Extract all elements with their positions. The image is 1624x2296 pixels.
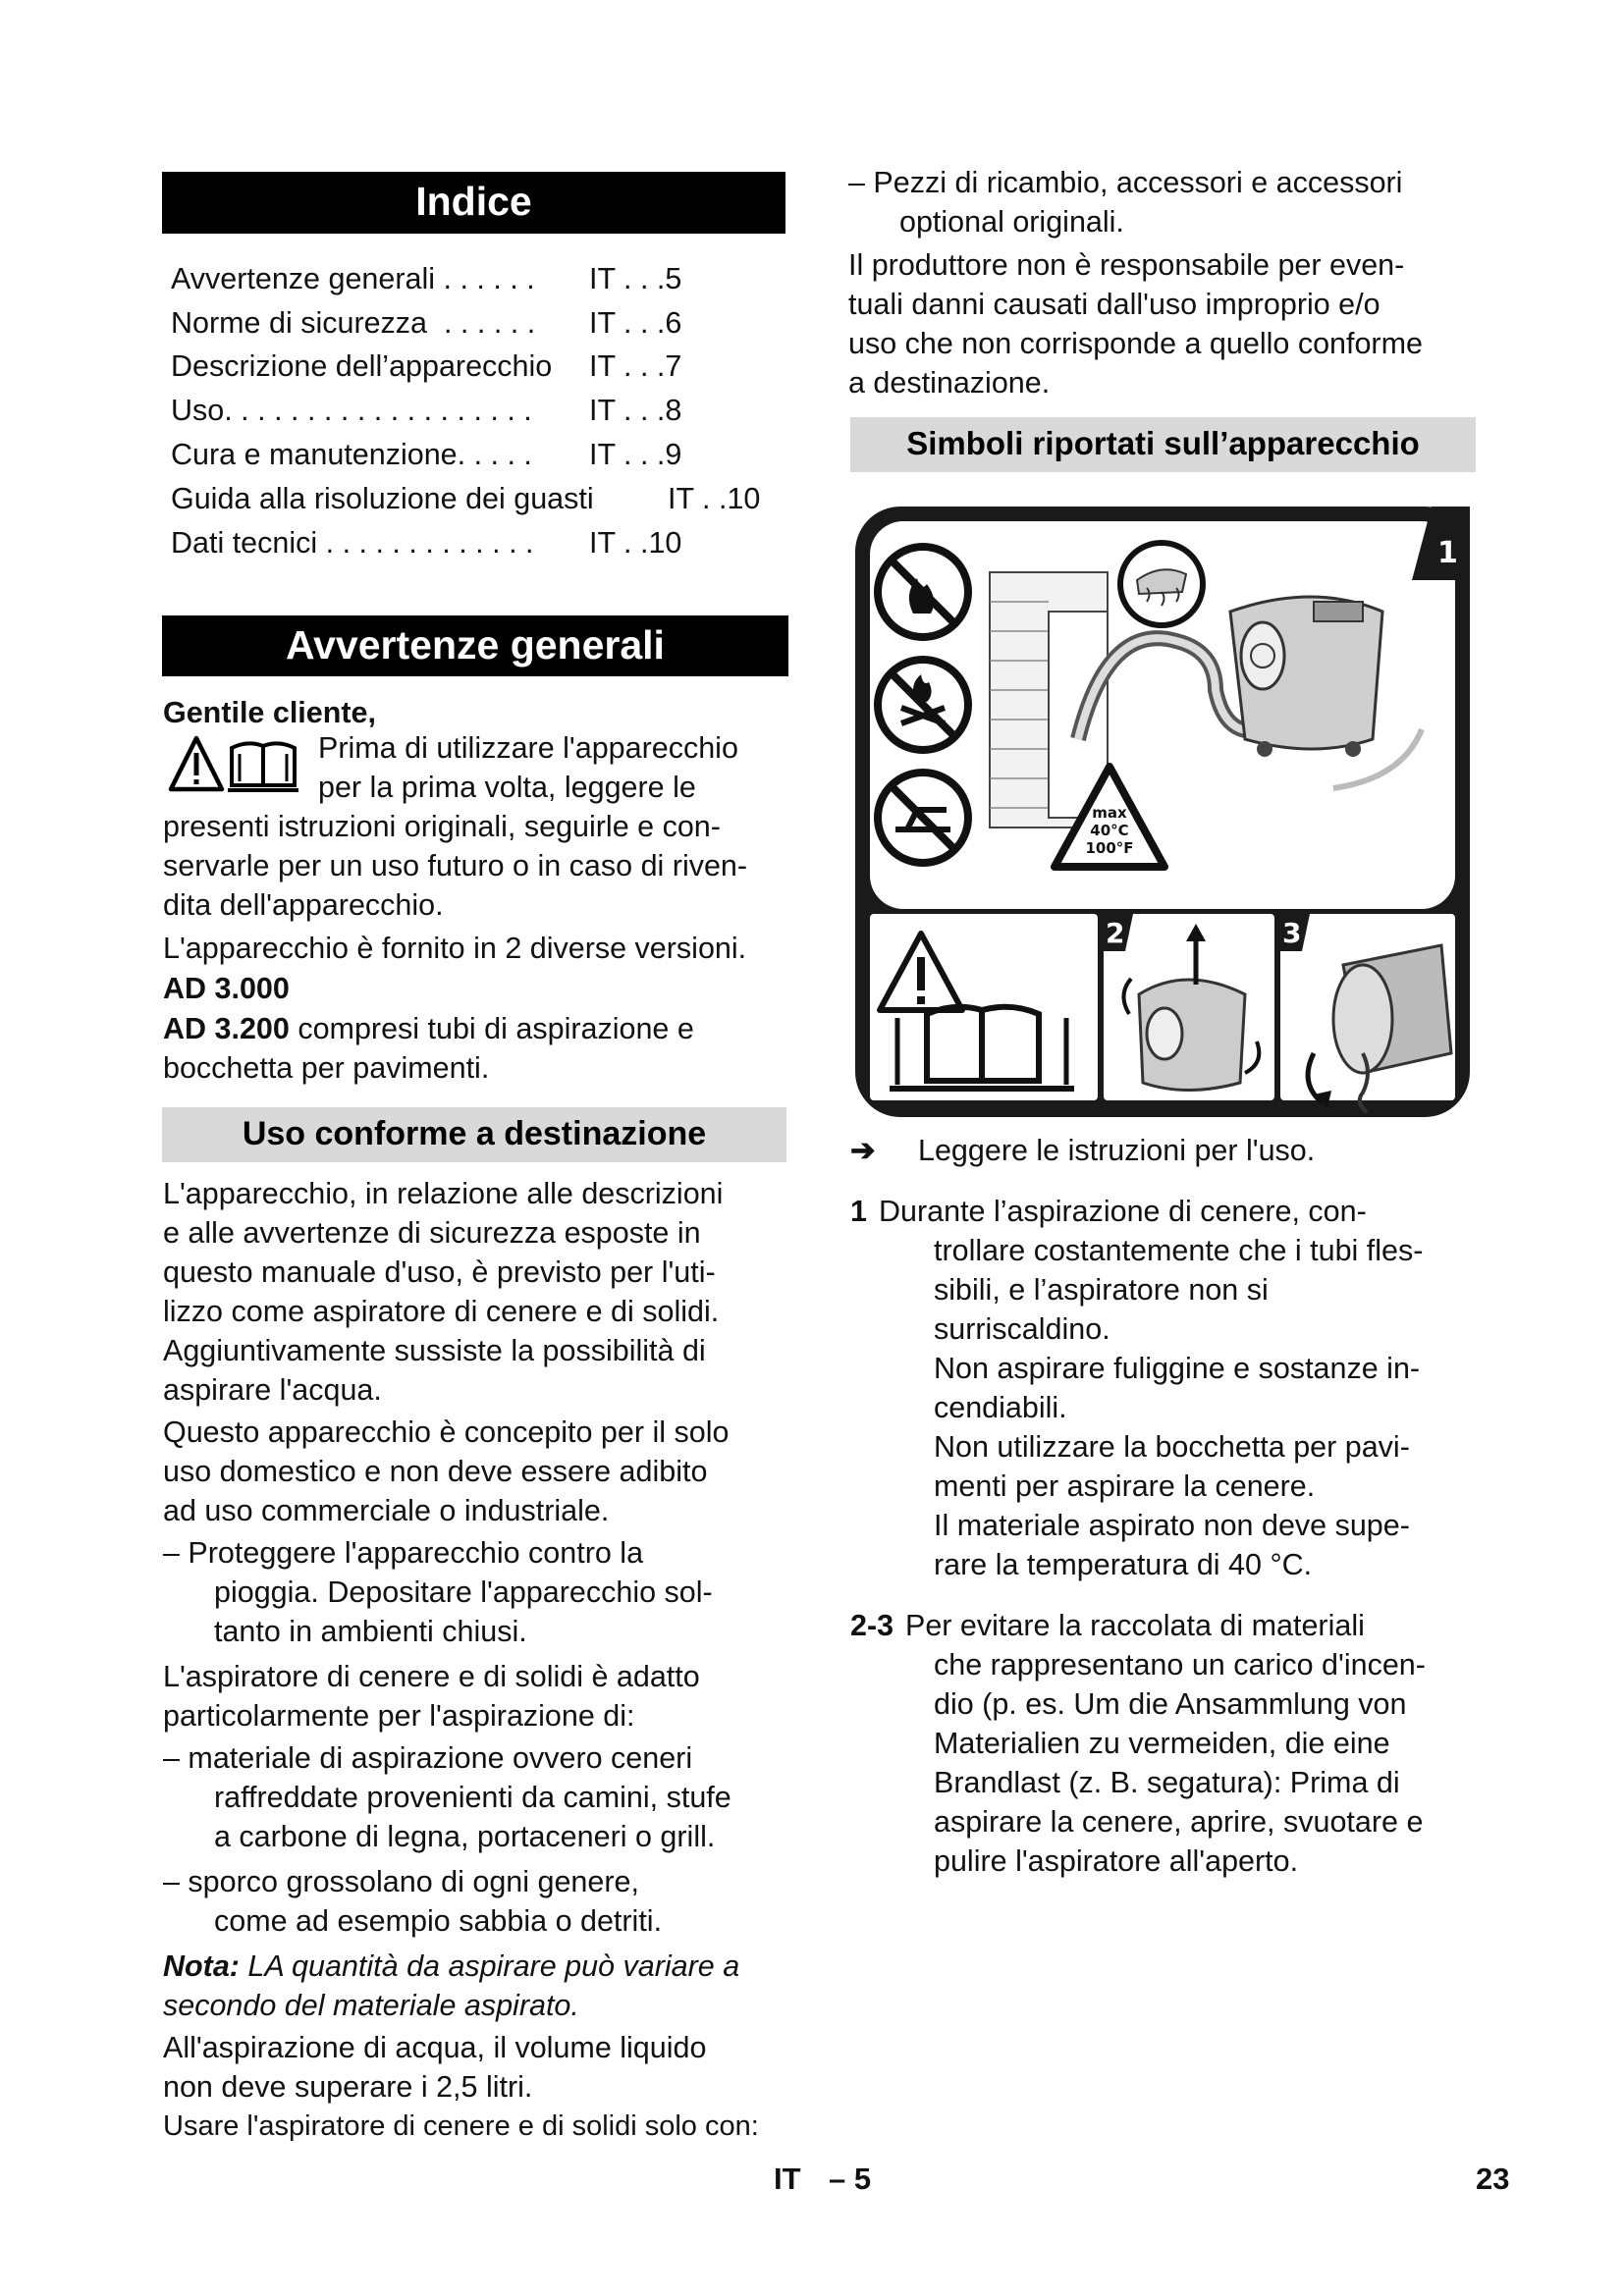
toc-entry[interactable]: Guida alla risoluzione dei guasti (171, 482, 594, 515)
item-2-3-text (905, 1606, 1494, 1881)
intro-line: presenti istruzioni originali, seguirle e con- (163, 810, 721, 843)
para-line: L'aspiratore di cenere e di solidi è adatto (163, 1660, 700, 1693)
read-instructions-arrow-icon: ➔ (850, 1134, 876, 1167)
toc-entry[interactable]: Norme di sicurezza . . . . . . (171, 306, 536, 340)
panel-3-number: 3 (1282, 917, 1302, 949)
bullet-line: optional originali. (899, 205, 1124, 239)
no-floor-nozzle-sign (878, 773, 968, 863)
toc-ref: IT . .10 (589, 526, 682, 560)
toc-ref: IT . . .5 (589, 262, 682, 295)
intro-line: Prima di utilizzare l'apparecchio (318, 731, 738, 765)
greeting: Gentile cliente, (163, 696, 376, 729)
bullet-line: – materiale di aspirazione ovvero ceneri (163, 1741, 693, 1775)
bullet-line: come ad esempio sabbia o detriti. (214, 1904, 663, 1938)
para-line: ad uso commerciale o industriale. (163, 1494, 610, 1527)
temp-fahrenheit: 100°F (1085, 839, 1134, 857)
toc-ref: IT . . .8 (589, 394, 682, 427)
para-line: uso domestico e non deve essere adibito (163, 1455, 708, 1488)
item-line: che rappresentano un carico d'incen- (934, 1648, 1426, 1682)
item-line: Per evitare la raccolata di materiali (905, 1609, 1365, 1642)
item-line: Il materiale aspirato non deve supe- (934, 1509, 1410, 1542)
item-1-text (879, 1192, 1488, 1584)
bullet-line: pioggia. Depositare l'apparecchio sol- (214, 1575, 713, 1609)
model-ad3200-desc: compresi tubi di aspirazione e (289, 1012, 694, 1045)
no-flame-sign (878, 547, 968, 637)
item-line: Non aspirare fuliggine e sostanze in- (934, 1352, 1421, 1385)
panel-2-number: 2 (1106, 917, 1125, 949)
temp-celsius: 40°C (1090, 822, 1129, 839)
para-line: e alle avvertenze di sicurezza esposte in (163, 1216, 701, 1250)
toc-ref: IT . . .7 (589, 349, 682, 383)
model-ad3200-desc-2: bocchetta per pavimenti. (163, 1051, 490, 1085)
toc-ref: IT . . .9 (589, 438, 682, 471)
item-2-3-number: 2-3 (850, 1609, 894, 1642)
item-line: dio (p. es. Um die Ansammlung von (934, 1687, 1407, 1721)
para-line: L'apparecchio, in relazione alle descrizioni (163, 1177, 724, 1210)
intro-line: dita dell'apparecchio. (163, 888, 444, 922)
para-line: a destinazione. (848, 366, 1051, 400)
symbols-title: Simboli riportati sull’apparecchio (850, 417, 1476, 472)
toc-entry[interactable]: Descrizione dell’apparecchio (171, 349, 553, 383)
item-line: aspirare la cenere, aprire, svuotare e (934, 1805, 1424, 1839)
bullet-line: tanto in ambienti chiusi. (214, 1615, 527, 1648)
item-line: trollare costantemente che i tubi fles- (934, 1234, 1424, 1267)
panel-1-number: 1 (1437, 536, 1458, 570)
item-line: Materialien zu vermeiden, die eine (934, 1727, 1390, 1760)
appliance-symbols-figure (852, 504, 1473, 1120)
para-line: Aggiuntivamente sussiste la possibilità di (163, 1334, 706, 1367)
item-1-number: 1 (850, 1195, 867, 1228)
item-line: Non utilizzare la bocchetta per pavi- (934, 1430, 1410, 1464)
note-text: LA quantità da aspirare può variare a (239, 1949, 740, 1983)
para-line: Il produttore non è responsabile per even- (848, 248, 1405, 282)
toc-entry[interactable]: Dati tecnici . . . . . . . . . . . . . (171, 526, 534, 560)
para-line: Usare l'aspiratore di cenere e di solidi solo con: (163, 2110, 759, 2142)
item-line: rare la temperatura di 40 °C. (934, 1548, 1313, 1581)
intended-use-title: Uso conforme a destinazione (162, 1107, 786, 1162)
note (163, 1947, 791, 1986)
para-line: All'aspirazione di acqua, il volume liquido (163, 2031, 707, 2064)
bullet-line: a carbone di legna, portaceneri o grill. (214, 1820, 716, 1853)
item-line: Brandlast (z. B. segatura): Prima di (934, 1766, 1400, 1799)
item-line: Durante l’aspirazione di cenere, con- (879, 1195, 1367, 1228)
temp-max: max (1092, 804, 1127, 822)
item-line: pulire l'aspiratore all'aperto. (934, 1844, 1299, 1878)
toc-ref: IT . . .6 (589, 306, 682, 340)
para-line: questo manuale d'uso, è previsto per l'uti- (163, 1255, 716, 1289)
item-line: cendiabili. (934, 1391, 1067, 1424)
toc-title: Indice (162, 172, 785, 234)
no-campfire-sign (878, 660, 968, 750)
footer-page-number: 23 (1476, 2162, 1510, 2196)
model-ad3000: AD 3.000 (163, 972, 290, 1005)
bullet-line: – Proteggere l'apparecchio contro la (163, 1536, 644, 1570)
item-line: sibili, e l’aspiratore non si (934, 1273, 1269, 1307)
item-line: menti per aspirare la cenere. (934, 1469, 1316, 1503)
item-line: surriscaldino. (934, 1312, 1110, 1346)
para-line: aspirare l'acqua. (163, 1373, 382, 1407)
model-ad3200: AD 3.200 (163, 1012, 290, 1045)
para-line: tuali danni causati dall'uso improprio e/o (848, 288, 1380, 321)
warning-book-icon (167, 734, 304, 795)
intended-use-body (163, 1174, 791, 2146)
bullet-line: raffreddate provenienti da camini, stufe (214, 1781, 731, 1814)
footer-lang: IT (774, 2162, 801, 2196)
para-line: Questo apparecchio è concepito per il solo (163, 1415, 730, 1449)
bullet-line: – Pezzi di ricambio, accessori e accessori (848, 166, 1403, 199)
toc-entry[interactable]: Cura e manutenzione. . . . . (171, 438, 532, 471)
para-line: uso che non corrisponde a quello conforme (848, 327, 1423, 360)
para-line: lizzo come aspiratore di cenere e di solidi. (163, 1295, 720, 1328)
intro-line: servarle per un uso futuro o in caso di riven- (163, 849, 748, 882)
model-ad3200-line (163, 1009, 694, 1048)
general-title: Avvertenze generali (162, 615, 788, 676)
note-text-2: secondo del materiale aspirato. (163, 1989, 579, 2022)
para-line: non deve superare i 2,5 litri. (163, 2070, 533, 2104)
toc-ref: IT . .10 (668, 482, 761, 515)
footer-page-ref: – 5 (829, 2162, 872, 2196)
right-top-text (848, 163, 1477, 402)
bullet-line: – sporco grossolano di ogni genere, (163, 1865, 639, 1898)
toc-entry[interactable]: Uso. . . . . . . . . . . . . . . . . . . (171, 394, 532, 427)
para-line: particolarmente per l'aspirazione di: (163, 1699, 635, 1733)
toc-entry[interactable]: Avvertenze generali . . . . . . (171, 262, 535, 295)
intro-line: per la prima volta, leggere le (318, 771, 696, 804)
versions-text: L'apparecchio è fornito in 2 diverse versioni. (163, 932, 747, 965)
note-label: Nota: (163, 1949, 240, 1983)
read-instructions-text: Leggere le istruzioni per l'uso. (918, 1134, 1316, 1167)
